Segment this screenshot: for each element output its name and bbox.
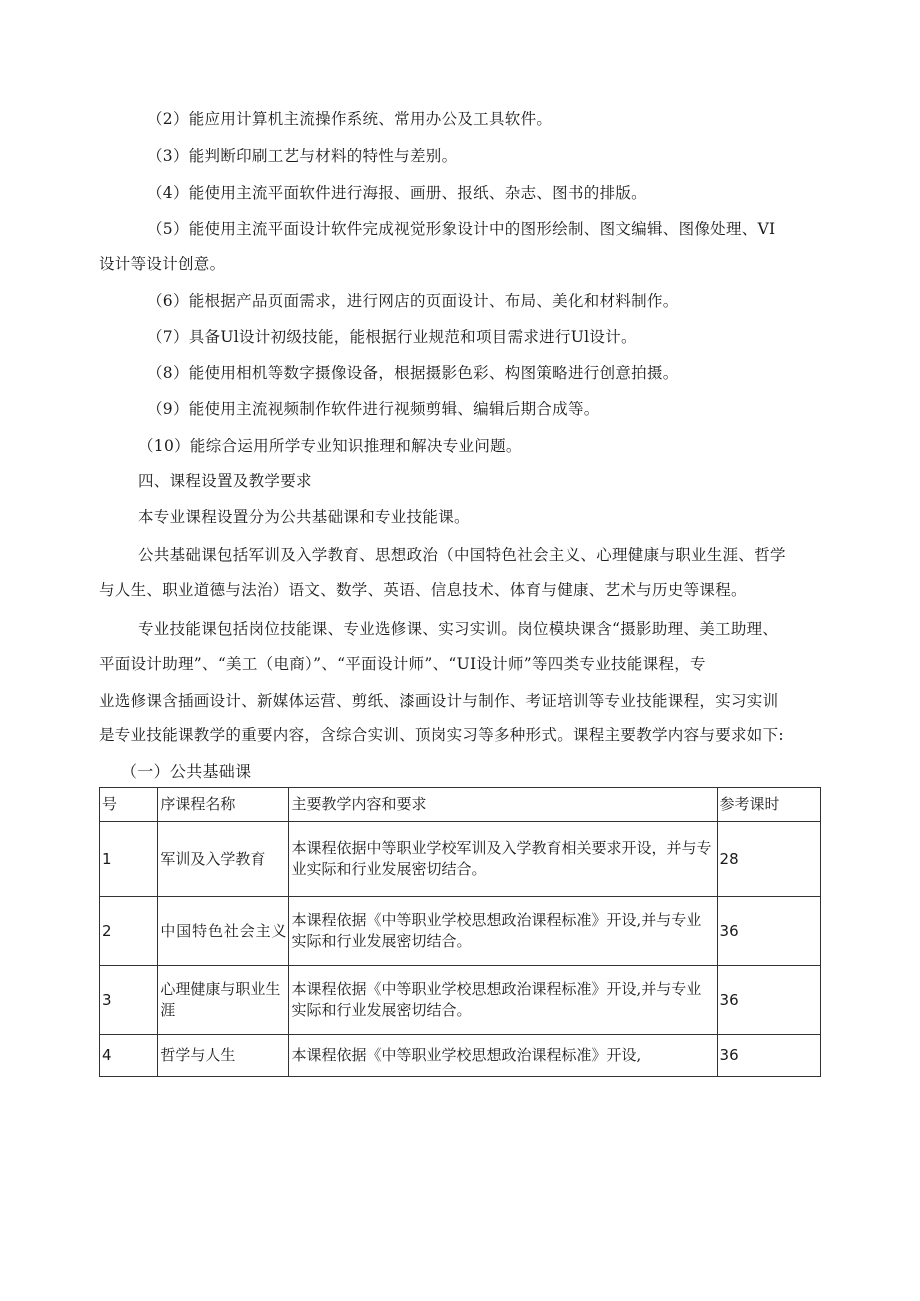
public-desc-line-1: 公共基础课包括军训及入学教育、思想政治（中国特色社会主义、心理健康与职业生涯、哲学 <box>138 546 786 564</box>
ability-item-8: （8）能使用相机等数字摄像设备，根据摄影色彩、构图策略进行创意拍摄。 <box>147 364 679 382</box>
section-title: 四、课程设置及教学要求 <box>138 472 312 490</box>
skill-desc-line-2: 平面设计助理”、“美工（电商）”、“平面设计师”、“UI设计师”等四类专业技能课程，专 <box>99 655 706 673</box>
cell-no: 4 <box>100 1035 158 1077</box>
cell-course-name: 军训及入学教育 <box>158 822 289 897</box>
ability-item-9: （9）能使用主流视频制作软件进行视频剪辑、编辑后期合成等。 <box>147 400 600 418</box>
subsection-title: （一）公共基础课 <box>121 762 252 781</box>
table-header-row <box>100 788 821 822</box>
header-course-name: 序课程名称 <box>158 788 289 822</box>
header-hours: 参考课时 <box>717 788 820 822</box>
skill-desc-line-1: 专业技能课包括岗位技能课、专业选修课、实习实训。岗位模块课含“摄影助理、美工助理、 <box>138 620 779 638</box>
cell-content: 本课程依据中等职业学校军训及入学教育相关要求开设，并与专业实际和行业发展密切结合。 <box>289 822 717 897</box>
ability-item-10: （10）能综合运用所学专业知识推理和解决专业问题。 <box>138 437 522 455</box>
table-row <box>100 1035 821 1077</box>
cell-course-name: 中国特色社会主义 <box>158 897 289 966</box>
ability-item-5: （5）能使用主流平面设计软件完成视觉形象设计中的图形绘制、图文编辑、图像处理、VI <box>147 220 776 238</box>
table-row <box>100 897 821 966</box>
cell-hours: 36 <box>717 897 820 966</box>
ability-item-2: （2）能应用计算机主流操作系统、常用办公及工具软件。 <box>147 110 553 128</box>
ability-item-3: （3）能判断印刷工艺与材料的特性与差别。 <box>147 147 458 165</box>
cell-course-name: 心理健康与职业生涯 <box>158 966 289 1035</box>
course-table <box>99 787 821 1077</box>
header-no: 号 <box>100 788 158 822</box>
table-row <box>100 966 821 1035</box>
ability-item-6: （6）能根据产品页面需求，进行网店的页面设计、布局、美化和材料制作。 <box>147 292 679 310</box>
header-content: 主要教学内容和要求 <box>289 788 717 822</box>
cell-hours: 36 <box>717 966 820 1035</box>
ability-item-4: （4）能使用主流平面软件进行海报、画册、报纸、杂志、图书的排版。 <box>147 184 647 202</box>
cell-no: 3 <box>100 966 158 1035</box>
cell-content: 本课程依据《中等职业学校思想政治课程标准》开设, <box>289 1035 717 1077</box>
table-row <box>100 822 821 897</box>
skill-desc-line-4: 是专业技能课教学的重要内容，含综合实训、顶岗实习等多种形式。课程主要教学内容与要求如下: <box>99 726 784 744</box>
cell-no: 1 <box>100 822 158 897</box>
cell-no: 2 <box>100 897 158 966</box>
cell-content: 本课程依据《中等职业学校思想政治课程标准》开设,并与专业实际和行业发展密切结合。 <box>289 897 717 966</box>
cell-hours: 36 <box>717 1035 820 1077</box>
cell-hours: 28 <box>717 822 820 897</box>
ability-item-7: （7）具备Ul设计初级技能，能根据行业规范和项目需求进行Ul设计。 <box>147 328 637 346</box>
skill-desc-line-3: 业选修课含插画设计、新媒体运营、剪纸、漆画设计与制作、考证培训等专业技能课程，实习实训 <box>99 692 779 710</box>
intro-paragraph: 本专业课程设置分为公共基础课和专业技能课。 <box>138 508 470 526</box>
cell-course-name: 哲学与人生 <box>158 1035 289 1077</box>
ability-item-5-cont: 设计等设计创意。 <box>99 255 226 273</box>
cell-content: 本课程依据《中等职业学校思想政治课程标准》开设,并与专业实际和行业发展密切结合。 <box>289 966 717 1035</box>
public-desc-line-2: 与人生、职业道德与法治）语文、数学、英语、信息技术、体育与健康、艺术与历史等课程。 <box>99 581 747 599</box>
